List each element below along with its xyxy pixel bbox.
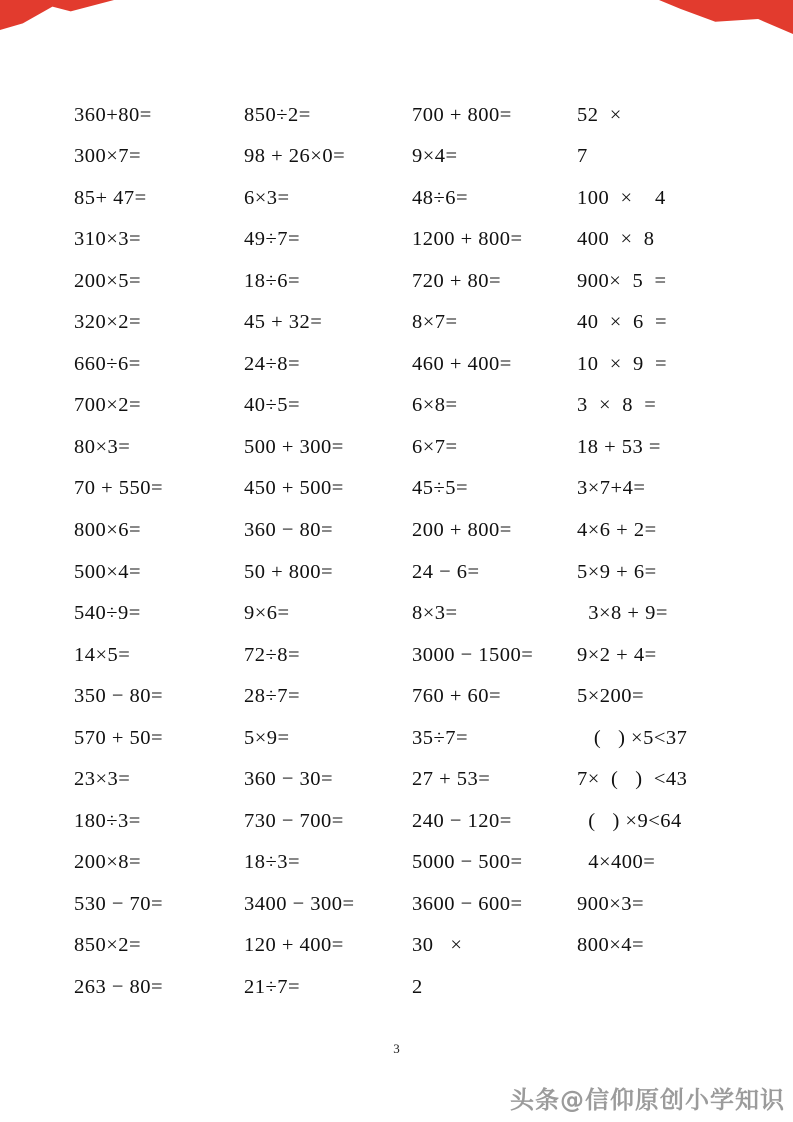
problem-cell-r9-c3: 6×7= xyxy=(412,435,458,458)
problem-cell-r12-c4: 5×9 + 6= xyxy=(577,560,657,583)
problem-cell-r2-c3: 9×4= xyxy=(412,145,458,168)
problem-cell-r5-c2: 18÷6= xyxy=(244,269,301,292)
problem-cell-r19-c2: 18÷3= xyxy=(244,851,301,874)
problem-cell-r20-c2: 3400 − 300= xyxy=(244,892,355,915)
page-number: 3 xyxy=(393,1041,400,1056)
problem-cell-r19-c4: 4×400= xyxy=(577,851,656,874)
problem-cell-r18-c1: 180÷3= xyxy=(74,809,141,832)
problem-cell-r3-c4: 100 × 4 xyxy=(577,186,666,209)
red-torn-corner-left-decoration xyxy=(0,0,114,30)
problem-cell-r14-c3: 3000 − 1500= xyxy=(412,643,534,666)
problem-cell-r7-c2: 24÷8= xyxy=(244,352,301,375)
problem-cell-r17-c3: 27 + 53= xyxy=(412,768,491,791)
problem-cell-r11-c4: 4×6 + 2= xyxy=(577,518,657,541)
problem-cell-r20-c1: 530 − 70= xyxy=(74,892,164,915)
problem-cell-r13-c3: 8×3= xyxy=(412,602,458,625)
problem-cell-r16-c1: 570 + 50= xyxy=(74,726,164,749)
problem-cell-r17-c2: 360 − 30= xyxy=(244,768,334,791)
problem-cell-r11-c3: 200 + 800= xyxy=(412,518,512,541)
problem-cell-r5-c4: 900× 5 = xyxy=(577,269,667,292)
problem-cell-r9-c4: 18 + 53 = xyxy=(577,435,661,458)
problem-cell-r8-c4: 3 × 8 = xyxy=(577,394,657,417)
problem-cell-r22-c2: 21÷7= xyxy=(244,976,301,998)
red-torn-corner-right-decoration xyxy=(659,0,793,34)
problem-cell-r7-c3: 460 + 400= xyxy=(412,352,512,375)
problem-cell-r6-c1: 320×2= xyxy=(74,311,142,334)
problem-cell-r16-c4: ( ) ×5<37 xyxy=(577,726,688,749)
problem-cell-r4-c2: 49÷7= xyxy=(244,228,301,251)
problem-cell-r12-c3: 24 − 6= xyxy=(412,560,480,583)
problem-cell-r17-c4: 7× ( ) <43 xyxy=(577,768,688,791)
problem-cell-r10-c1: 70 + 550= xyxy=(74,477,164,500)
problem-cell-r3-c3: 48÷6= xyxy=(412,186,469,209)
problem-cell-r8-c1: 700×2= xyxy=(74,394,142,417)
problem-cell-r14-c1: 14×5= xyxy=(74,643,131,666)
problem-cell-r7-c1: 660÷6= xyxy=(74,352,141,375)
problem-cell-r21-c3: 30 × xyxy=(412,934,463,957)
problem-cell-r9-c2: 500 + 300= xyxy=(244,435,344,458)
problem-cell-r8-c2: 40÷5= xyxy=(244,394,301,417)
problem-cell-r20-c3: 3600 − 600= xyxy=(412,892,523,915)
problem-cell-r6-c3: 8×7= xyxy=(412,311,458,334)
problem-cell-r13-c1: 540÷9= xyxy=(74,602,141,625)
problem-cell-r18-c2: 730 − 700= xyxy=(244,809,344,832)
problem-cell-r14-c4: 9×2 + 4= xyxy=(577,643,657,666)
problem-cell-r6-c2: 45 + 32= xyxy=(244,311,323,334)
problem-cell-r10-c4: 3×7+4= xyxy=(577,477,646,500)
problem-cell-r5-c1: 200×5= xyxy=(74,269,142,292)
problem-cell-r20-c4: 900×3= xyxy=(577,892,645,915)
problem-cell-r6-c4: 40 × 6 = xyxy=(577,311,668,334)
problem-cell-r15-c4: 5×200= xyxy=(577,685,645,708)
problem-cell-r18-c3: 240 − 120= xyxy=(412,809,512,832)
problem-cell-r15-c1: 350 − 80= xyxy=(74,685,164,708)
problem-cell-r15-c2: 28÷7= xyxy=(244,685,301,708)
problem-cell-r5-c3: 720 + 80= xyxy=(412,269,502,292)
problem-cell-r16-c3: 35÷7= xyxy=(412,726,469,749)
watermark-text: 头条@信仰原创小学知识 xyxy=(510,1086,785,1114)
problem-cell-r11-c2: 360 − 80= xyxy=(244,518,334,541)
problem-cell-r17-c1: 23×3= xyxy=(74,768,131,791)
problem-cell-r21-c2: 120 + 400= xyxy=(244,934,344,957)
problem-cell-r11-c1: 800×6= xyxy=(74,518,142,541)
problem-cell-r2-c2: 98 + 26×0= xyxy=(244,145,346,168)
problem-cell-r13-c4: 3×8 + 9= xyxy=(577,602,668,625)
problem-cell-r12-c1: 500×4= xyxy=(74,560,142,583)
problem-cell-r1-c2: 850÷2= xyxy=(244,103,311,126)
problem-cell-r1-c3: 700 + 800= xyxy=(412,103,512,126)
problem-cell-r9-c1: 80×3= xyxy=(74,435,131,458)
problem-grid xyxy=(74,94,793,1008)
problem-cell-r3-c2: 6×3= xyxy=(244,186,290,209)
problem-cell-r15-c3: 760 + 60= xyxy=(412,685,502,708)
problem-cell-r21-c4: 800×4= xyxy=(577,934,645,957)
problem-cell-r2-c4: 7 xyxy=(577,145,588,168)
problem-cell-r2-c1: 300×7= xyxy=(74,145,142,168)
problem-cell-r8-c3: 6×8= xyxy=(412,394,458,417)
problem-cell-r19-c3: 5000 − 500= xyxy=(412,851,523,874)
problem-cell-r1-c4: 52 × xyxy=(577,103,622,126)
problem-cell-r19-c1: 200×8= xyxy=(74,851,142,874)
problem-cell-r16-c2: 5×9= xyxy=(244,726,290,749)
problem-cell-r4-c3: 1200 + 800= xyxy=(412,228,523,251)
problem-cell-r22-c1: 263 − 80= xyxy=(74,976,164,998)
problem-cell-r22-c4 xyxy=(577,966,793,1008)
problem-cell-r10-c2: 450 + 500= xyxy=(244,477,344,500)
problem-cell-r4-c1: 310×3= xyxy=(74,228,142,251)
problem-cell-r13-c2: 9×6= xyxy=(244,602,290,625)
problem-cell-r1-c1: 360+80= xyxy=(74,103,152,126)
problem-cell-r3-c1: 85+ 47= xyxy=(74,186,147,209)
problem-cell-r14-c2: 72÷8= xyxy=(244,643,301,666)
problem-cell-r7-c4: 10 × 9 = xyxy=(577,352,668,375)
problem-cell-r10-c3: 45÷5= xyxy=(412,477,469,500)
problem-cell-r22-c3: 2 xyxy=(412,976,423,998)
problem-cell-r4-c4: 400 × 8 xyxy=(577,228,655,251)
problem-cell-r18-c4: ( ) ×9<64 xyxy=(577,809,682,832)
problem-cell-r21-c1: 850×2= xyxy=(74,934,142,957)
problem-cell-r12-c2: 50 + 800= xyxy=(244,560,334,583)
